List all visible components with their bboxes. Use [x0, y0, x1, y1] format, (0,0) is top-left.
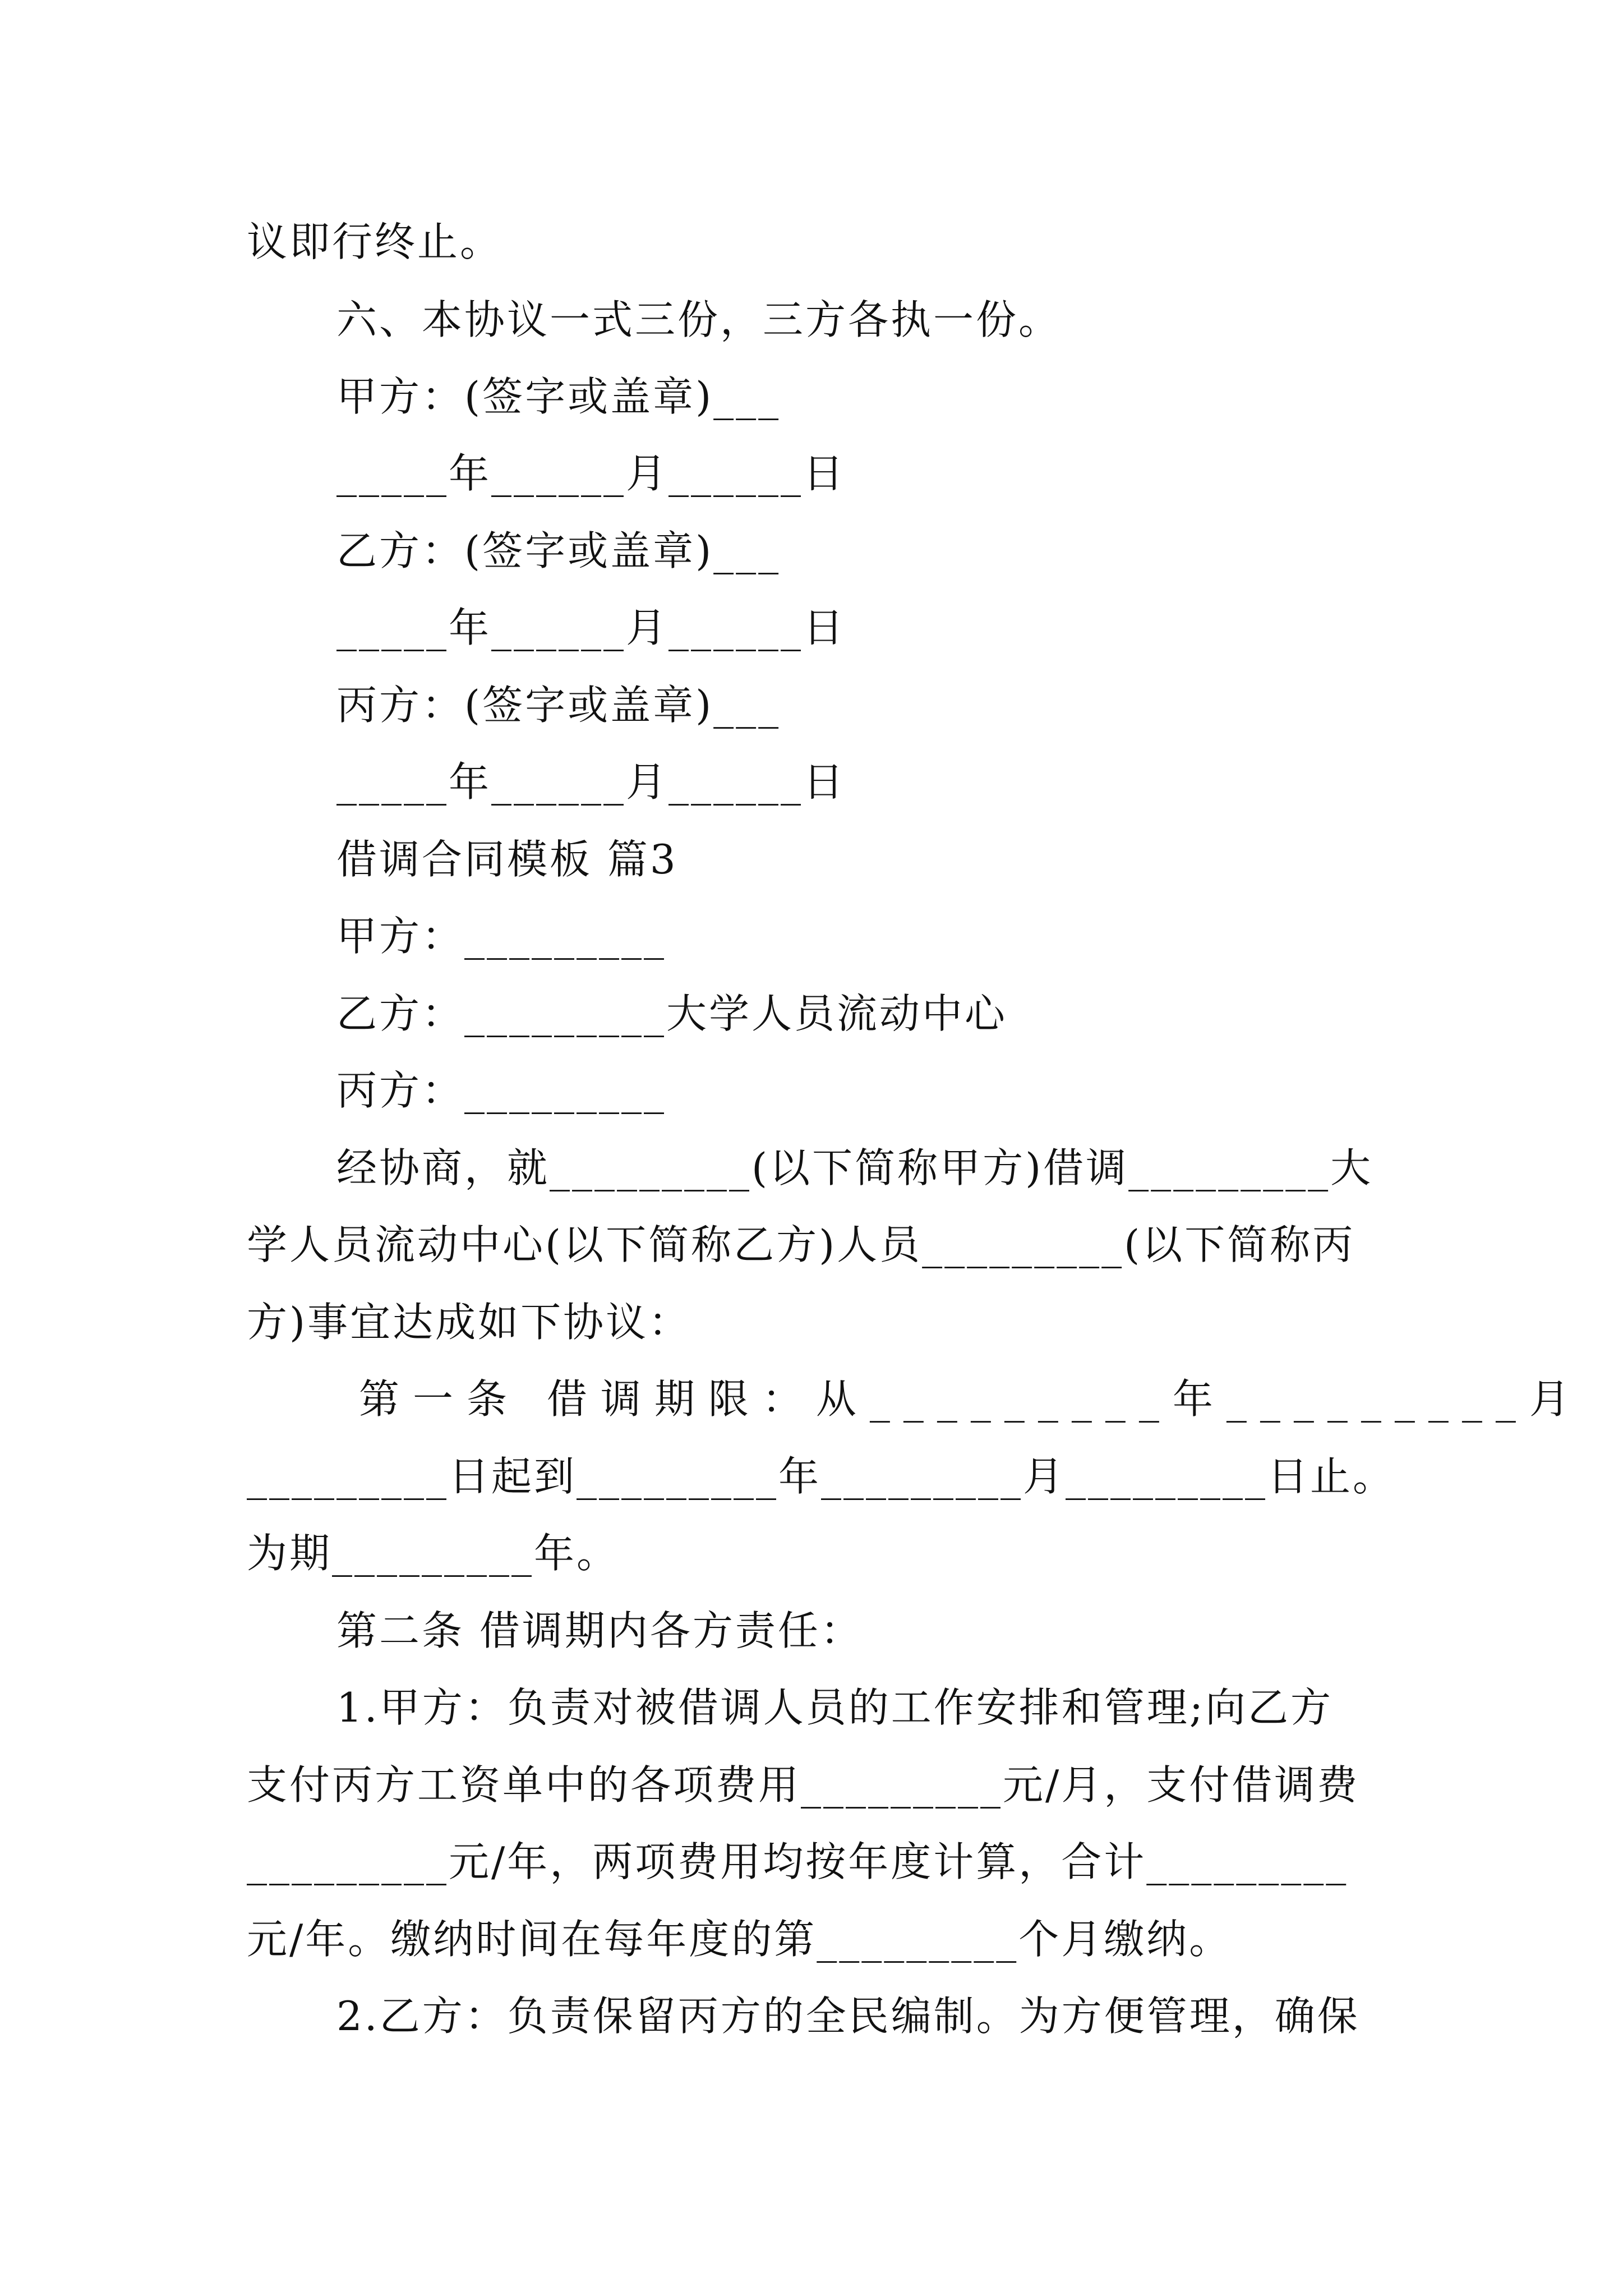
text-line: 第一条 借调期限：从_________年_________月 — [359, 1375, 1583, 1423]
text-line: 乙方：_________大学人员流动中心 — [336, 990, 1008, 1037]
text-line: 甲方：_________ — [336, 913, 667, 960]
text-line: 丙方：(签字或盖章)___ — [336, 682, 781, 729]
text-line: 甲方：(签字或盖章)___ — [336, 373, 781, 420]
text-line: 第二条 借调期内各方责任： — [336, 1607, 863, 1654]
text-line: 方)事宜达成如下协议： — [247, 1299, 691, 1346]
text-line: 学人员流动中心(以下简称乙方)人员_________(以下简称丙 — [247, 1221, 1355, 1268]
text-line: _____年______月______日 — [336, 604, 846, 651]
text-line: 元/年。缴纳时间在每年度的第_________个月缴纳。 — [247, 1916, 1232, 1963]
text-line: 议即行终止。 — [247, 218, 503, 265]
text-line: 经协商，就_________(以下简称甲方)借调_________大 — [336, 1144, 1373, 1191]
section-heading: 借调合同模板 篇3 — [336, 836, 678, 883]
text-line: 为期_________年。 — [247, 1530, 620, 1577]
text-line: _________元/年，两项费用均按年度计算，合计_________ — [247, 1838, 1349, 1885]
text-line: 丙方：_________ — [336, 1067, 667, 1114]
text-line: 乙方：(签字或盖章)___ — [336, 527, 781, 574]
text-line: 六、本协议一式三份，三方各执一份。 — [336, 296, 1062, 343]
text-line: 1.甲方：负责对被借调人员的工作安排和管理;向乙方 — [336, 1684, 1333, 1731]
text-line: _____年______月______日 — [336, 450, 846, 497]
text-line: 2.乙方：负责保留丙方的全民编制。为方便管理，确保 — [336, 1993, 1360, 2040]
text-line: _________日起到_________年_________月_________日止。 — [247, 1453, 1396, 1500]
text-line: 支付丙方工资单中的各项费用_________元/月，支付借调费 — [247, 1761, 1360, 1809]
text-line: _____年______月______日 — [336, 758, 846, 806]
